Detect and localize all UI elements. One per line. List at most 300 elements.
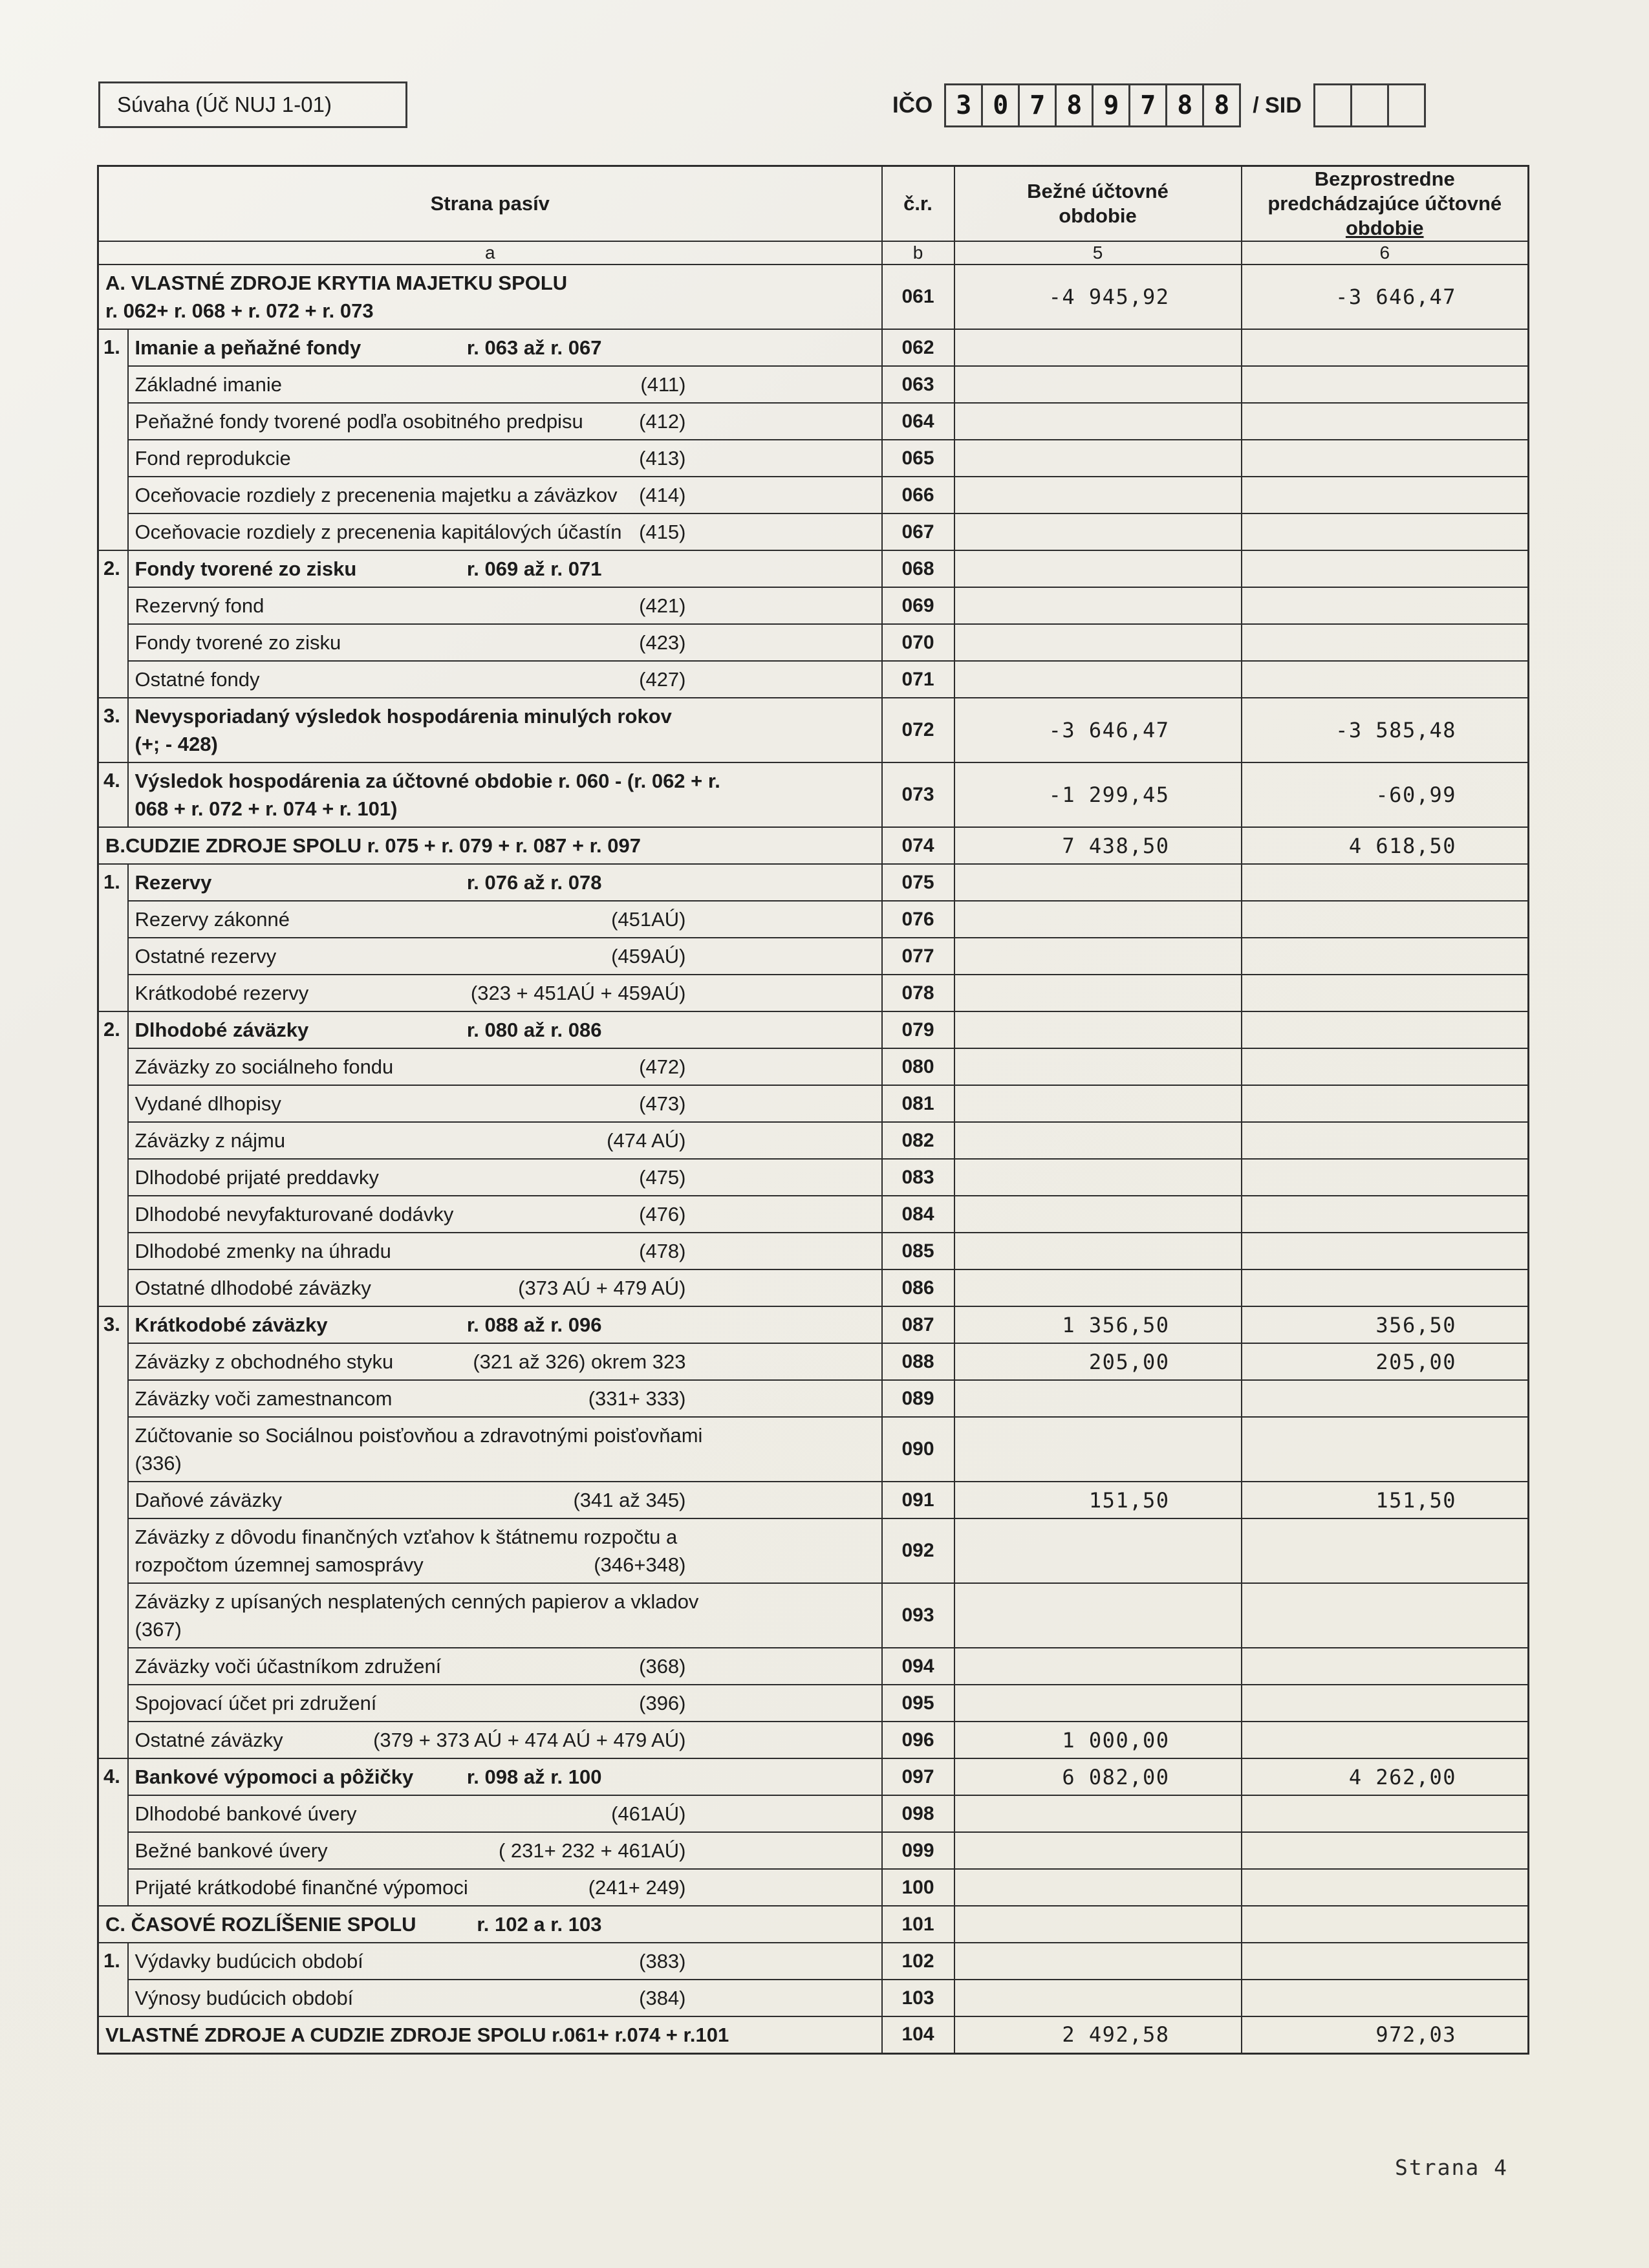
value-previous-period [1242,1583,1529,1648]
value-current-period: 1 000,00 [954,1722,1242,1758]
form-title-box [98,81,407,128]
value-current-period: 1 356,50 [954,1306,1242,1343]
table-row [98,1482,1529,1518]
row-account-code: (412) [639,410,686,433]
row-label [128,1159,882,1196]
row-label [128,366,882,403]
row-account-code: (331+ 333) [588,1387,686,1410]
table-row [98,265,1529,329]
value-current-period [954,1943,1242,1980]
row-account-code: (478) [639,1240,686,1262]
row-line-number: 088 [882,1343,954,1380]
digit-box: 7 [1018,83,1057,127]
row-account-code: (414) [639,484,686,506]
row-label [128,1196,882,1233]
row-label [128,1685,882,1722]
value-current-period [954,901,1242,938]
row-label-text: Prijaté krátkodobé finančné výpomoci [135,1876,468,1899]
row-line-number: 078 [882,975,954,1011]
table-row [98,1648,1529,1685]
table-row [98,1518,1529,1583]
row-number: 3. [98,1306,128,1758]
value-current-period: -1 299,45 [954,762,1242,827]
value-previous-period [1242,1943,1529,1980]
table-row [98,2016,1529,2053]
row-account-code: (475) [639,1166,686,1189]
digit-box [1350,83,1389,127]
value-current-period: 151,50 [954,1482,1242,1518]
row-label-text: Dlhodobé nevyfakturované dodávky [135,1203,454,1226]
value-previous-period [1242,329,1529,366]
row-label [128,698,882,762]
row-account-code: (384) [639,1987,686,2009]
row-line-number: 101 [882,1906,954,1943]
digit-box [1387,83,1426,127]
value-previous-period: 151,50 [1242,1482,1529,1518]
row-label-text: Bankové výpomoci a pôžičky [135,1766,414,1788]
value-current-period [954,938,1242,975]
value-current-period [954,1685,1242,1722]
table-row [98,864,1529,901]
row-label-text-line2: rozpočtom územnej samosprávy [135,1553,424,1576]
row-label [128,1011,882,1048]
value-current-period [954,1869,1242,1906]
row-line-number: 064 [882,403,954,440]
row-line-number: 072 [882,698,954,762]
row-label [128,624,882,661]
row-line-number: 067 [882,513,954,550]
value-current-period [954,1159,1242,1196]
row-label-text: Dlhodobé prijaté preddavky [135,1166,379,1189]
table-row [98,1722,1529,1758]
table-row [98,1943,1529,1980]
value-previous-period [1242,1048,1529,1085]
balance-sheet-liabilities-table [97,165,1529,2055]
row-label [98,1906,882,1943]
row-label-text: Záväzky z nájmu [135,1129,286,1152]
row-account-code: (323 + 451AÚ + 459AÚ) [470,982,686,1004]
value-previous-period [1242,1980,1529,2016]
row-label-text: Nevysporiadaný výsledok hospodárenia minulých rokov [135,705,672,728]
row-account-code: (346+348) [594,1553,686,1576]
row-line-number: 102 [882,1943,954,1980]
table-row [98,938,1529,975]
value-previous-period [1242,1159,1529,1196]
value-current-period: 6 082,00 [954,1758,1242,1795]
row-label [128,1869,882,1906]
row-account-code: (421) [639,594,686,617]
row-account-code: (476) [639,1203,686,1226]
row-account-code: (368) [639,1655,686,1678]
row-line-number: 063 [882,366,954,403]
table-row [98,440,1529,477]
row-account-code: r. 069 až r. 071 [466,557,602,580]
row-label-text-line2: (367) [135,1618,182,1641]
row-account-code: ( 231+ 232 + 461AÚ) [498,1839,686,1862]
table-row [98,329,1529,366]
row-label [128,661,882,698]
row-label-text: Krátkodobé záväzky [135,1313,328,1336]
row-account-code: (379 + 373 AÚ + 474 AÚ + 479 AÚ) [373,1729,686,1751]
row-label [128,1583,882,1648]
col-header-cr: č.r. [882,166,954,242]
row-line-number: 074 [882,827,954,864]
row-account-code: (373 AÚ + 479 AÚ) [518,1277,686,1299]
row-label-text: Ostatné fondy [135,668,260,691]
row-line-number: 076 [882,901,954,938]
value-previous-period [1242,403,1529,440]
ico-label: IČO [892,92,933,118]
table-row [98,661,1529,698]
digit-box: 8 [1202,83,1241,127]
row-label [128,762,882,827]
table-row [98,1583,1529,1648]
value-previous-period: 356,50 [1242,1306,1529,1343]
value-previous-period: 972,03 [1242,2016,1529,2053]
row-label [128,1482,882,1518]
value-previous-period [1242,1685,1529,1722]
row-line-number: 070 [882,624,954,661]
table-row [98,698,1529,762]
table-row [98,366,1529,403]
value-current-period [954,1518,1242,1583]
value-previous-period [1242,864,1529,901]
row-line-number: 104 [882,2016,954,2053]
value-previous-period: 4 262,00 [1242,1758,1529,1795]
table-row [98,1306,1529,1343]
table-row [98,1011,1529,1048]
value-current-period [954,1196,1242,1233]
table-row [98,1685,1529,1722]
table-row [98,762,1529,827]
col-header-previous-text: Bezprostredne predchádzajúce účtovné [1267,167,1502,215]
value-current-period [954,366,1242,403]
digit-box [1313,83,1352,127]
value-previous-period [1242,1795,1529,1832]
value-previous-period [1242,366,1529,403]
col-header-strana-pasiv: Strana pasív [98,166,882,242]
row-number: 1. [98,864,128,1011]
row-label-text: Dlhodobé zmenky na úhradu [135,1240,391,1262]
row-label [98,827,882,864]
value-current-period [954,1980,1242,2016]
row-line-number: 092 [882,1518,954,1583]
row-line-number: 082 [882,1122,954,1159]
row-label-text: Fondy tvorené zo zisku [135,631,341,654]
row-label [128,864,882,901]
row-label [128,1269,882,1306]
table-row [98,513,1529,550]
row-line-number: 083 [882,1159,954,1196]
value-current-period: -4 945,92 [954,265,1242,329]
value-previous-period [1242,1832,1529,1869]
row-label-text: Ostatné dlhodobé záväzky [135,1277,371,1299]
value-previous-period [1242,1011,1529,1048]
table-row [98,975,1529,1011]
value-previous-period [1242,1085,1529,1122]
row-account-code: r. 063 až r. 067 [466,336,602,359]
row-line-number: 061 [882,265,954,329]
value-current-period [954,1233,1242,1269]
row-line-number: 094 [882,1648,954,1685]
row-line-number: 084 [882,1196,954,1233]
row-line-number: 099 [882,1832,954,1869]
row-label-text: Ostatné rezervy [135,945,277,967]
row-line-number: 093 [882,1583,954,1648]
table-row [98,1795,1529,1832]
col-header-current-text: Bežné účtovné obdobie [1027,180,1169,227]
row-line-number: 091 [882,1482,954,1518]
table-row [98,1417,1529,1482]
row-label-text-line2: (336) [135,1452,182,1474]
row-account-code: r. 076 až r. 078 [466,871,602,894]
value-previous-period [1242,513,1529,550]
row-label-text: A. VLASTNÉ ZDROJE KRYTIA MAJETKU SPOLU [105,272,568,294]
row-label [128,1943,882,1980]
row-label-text: Zúčtovanie so Sociálnou poisťovňou a zdravotnými poisťovňami [135,1424,703,1447]
row-account-code: r. 102 a r. 103 [477,1913,602,1936]
row-label-text: Záväzky z obchodného styku [135,1350,394,1373]
row-label-text: Záväzky voči účastníkom združení [135,1655,442,1678]
pasiva-table-body [98,265,1529,2053]
row-line-number: 089 [882,1380,954,1417]
row-line-number: 075 [882,864,954,901]
row-line-number: 081 [882,1085,954,1122]
value-current-period [954,1832,1242,1869]
row-number: 4. [98,762,128,827]
row-account-code: r. 080 až r. 086 [466,1019,602,1041]
row-number: 1. [98,329,128,550]
value-current-period [954,1583,1242,1648]
value-previous-period [1242,624,1529,661]
sid-label: / SID [1253,92,1302,118]
value-current-period [954,550,1242,587]
value-previous-period [1242,1380,1529,1417]
table-row [98,827,1529,864]
row-label [128,1343,882,1380]
value-current-period [954,1417,1242,1482]
digit-box: 8 [1165,83,1204,127]
row-label-text: Základné imanie [135,373,282,396]
col-header-previous-period [1242,166,1529,242]
row-label [128,1048,882,1085]
value-current-period: 7 438,50 [954,827,1242,864]
table-row [98,1906,1529,1943]
value-current-period [954,1795,1242,1832]
row-line-number: 097 [882,1758,954,1795]
row-line-number: 073 [882,762,954,827]
row-label [128,938,882,975]
value-previous-period: -60,99 [1242,762,1529,827]
table-row [98,1832,1529,1869]
subheader-6: 6 [1242,241,1529,265]
row-account-code: (415) [639,521,686,543]
table-row [98,1085,1529,1122]
row-label [128,440,882,477]
row-account-code: (423) [639,631,686,654]
value-previous-period [1242,550,1529,587]
row-account-code: (451AÚ) [611,908,686,931]
row-account-code: (413) [639,447,686,470]
row-label [128,1417,882,1482]
row-label-text: VLASTNÉ ZDROJE A CUDZIE ZDROJE SPOLU r.061+ r.074 + r.101 [105,2023,729,2046]
page-number: Strana 4 [1395,2155,1508,2180]
digit-box: 7 [1128,83,1167,127]
row-label [128,550,882,587]
table-row [98,1048,1529,1085]
subheader-b: b [882,241,954,265]
value-current-period [954,477,1242,513]
col-header-previous-text-underlined: obdobie [1345,217,1424,239]
row-label [128,1722,882,1758]
row-line-number: 071 [882,661,954,698]
row-label-text: Fond reprodukcie [135,447,291,470]
row-account-code: (459AÚ) [611,945,686,967]
table-row [98,1196,1529,1233]
row-label [128,403,882,440]
row-label-text: Peňažné fondy tvorené podľa osobitného predpisu [135,410,583,433]
row-label-text: B.CUDZIE ZDROJE SPOLU r. 075 + r. 079 + r. 087 + r. 097 [105,834,641,857]
ico-digit-boxes [944,83,1241,127]
row-account-code: (411) [640,373,686,396]
digit-box: 3 [944,83,983,127]
row-line-number: 096 [882,1722,954,1758]
row-account-code: (427) [639,668,686,691]
row-label [98,265,882,329]
digit-box: 9 [1092,83,1130,127]
row-label-text-line2: (+; - 428) [135,733,218,755]
row-label [128,1122,882,1159]
row-label-text: Záväzky zo sociálneho fondu [135,1055,394,1078]
table-row [98,1380,1529,1417]
value-current-period [954,1122,1242,1159]
row-label [128,1795,882,1832]
value-previous-period [1242,661,1529,698]
row-label [128,513,882,550]
digit-box: 8 [1055,83,1094,127]
value-previous-period [1242,1417,1529,1482]
row-label [128,1233,882,1269]
row-label [98,2016,882,2053]
value-current-period [954,975,1242,1011]
row-label-text: Výdavky budúcich období [135,1950,363,1972]
col-header-current-period [954,166,1242,242]
row-account-code: r. 098 až r. 100 [466,1766,602,1788]
value-current-period [954,1011,1242,1048]
row-account-code: r. 088 až r. 096 [466,1313,602,1336]
subheader-a: a [98,241,882,265]
value-current-period [954,403,1242,440]
row-label [128,1832,882,1869]
digit-box: 0 [981,83,1020,127]
row-line-number: 085 [882,1233,954,1269]
row-label-text: Imanie a peňažné fondy [135,336,361,359]
row-label-text: Oceňovacie rozdiely z precenenia majetku a záväzkov [135,484,618,506]
row-account-code: (321 až 326) okrem 323 [473,1350,686,1373]
row-account-code: (241+ 249) [588,1876,686,1899]
row-label-text: Dlhodobé záväzky [135,1019,309,1041]
row-label-text: Rezervy [135,871,212,894]
table-row [98,1980,1529,2016]
table-row [98,1758,1529,1795]
sid-digit-boxes [1313,83,1426,127]
row-line-number: 100 [882,1869,954,1906]
value-previous-period [1242,901,1529,938]
row-account-code: (461AÚ) [611,1802,686,1825]
row-label-text: Krátkodobé rezervy [135,982,309,1004]
value-current-period [954,1048,1242,1085]
table-row [98,550,1529,587]
row-line-number: 062 [882,329,954,366]
row-line-number: 079 [882,1011,954,1048]
table-row [98,1159,1529,1196]
table-subheader-row [98,241,1529,265]
row-label [128,1306,882,1343]
value-current-period: 205,00 [954,1343,1242,1380]
row-line-number: 095 [882,1685,954,1722]
row-label-text: Záväzky z upísaných nesplatených cenných papierov a vkladov [135,1590,699,1613]
row-label-text: C. ČASOVÉ ROZLÍŠENIE SPOLU [105,1913,416,1936]
form-title: Súvaha (Úč NUJ 1-01) [117,92,332,116]
row-label [128,1085,882,1122]
value-previous-period: 4 618,50 [1242,827,1529,864]
value-previous-period [1242,975,1529,1011]
row-line-number: 090 [882,1417,954,1482]
ico-area [892,83,1426,128]
row-label [128,1648,882,1685]
subheader-5: 5 [954,241,1242,265]
row-number: 4. [98,1758,128,1906]
row-account-code: (341 až 345) [573,1489,686,1511]
row-account-code: (473) [639,1092,686,1115]
table-row [98,403,1529,440]
value-previous-period [1242,440,1529,477]
row-label-text: Spojovací účet pri združení [135,1692,377,1714]
table-row [98,587,1529,624]
table-row [98,624,1529,661]
row-label [128,975,882,1011]
value-previous-period: 205,00 [1242,1343,1529,1380]
row-number: 3. [98,698,128,762]
value-current-period [954,440,1242,477]
row-account-code: (396) [639,1692,686,1714]
row-label-text: Záväzky z dôvodu finančných vzťahov k štátnemu rozpočtu a [135,1526,678,1548]
row-label-text: Rezervy zákonné [135,908,290,931]
value-previous-period: -3 646,47 [1242,265,1529,329]
row-label [128,477,882,513]
row-label [128,1980,882,2016]
value-previous-period [1242,1269,1529,1306]
row-line-number: 086 [882,1269,954,1306]
row-account-code: (474 AÚ) [607,1129,686,1152]
value-previous-period [1242,1906,1529,1943]
row-label-text: Ostatné záväzky [135,1729,283,1751]
value-current-period [954,661,1242,698]
value-current-period [954,1269,1242,1306]
row-label-text: Výnosy budúcich období [135,1987,354,2009]
row-line-number: 068 [882,550,954,587]
row-line-number: 065 [882,440,954,477]
table-row [98,901,1529,938]
value-current-period [954,624,1242,661]
row-label [128,901,882,938]
value-current-period [954,864,1242,901]
row-line-number: 087 [882,1306,954,1343]
row-account-code: (472) [639,1055,686,1078]
row-label-text: Daňové záväzky [135,1489,282,1511]
row-label-text: Fondy tvorené zo zisku [135,557,357,580]
value-previous-period [1242,1869,1529,1906]
